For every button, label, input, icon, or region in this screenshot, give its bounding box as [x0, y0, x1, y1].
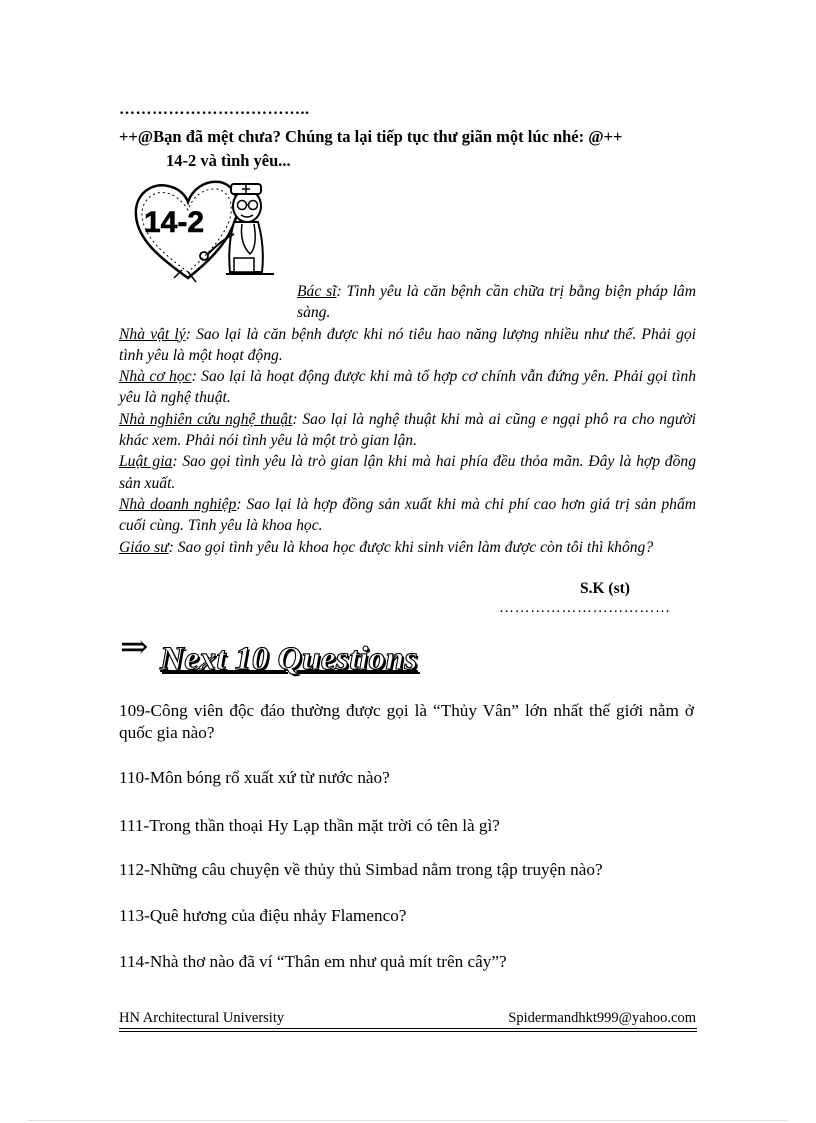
speaker-label: Nhà nghiên cứu nghệ thuật: [119, 410, 293, 428]
dialog-line-physicist: [119, 324, 696, 367]
bottom-dotted-separator: ……………………………: [499, 600, 671, 616]
dialog-text: : Tình yêu là căn bệnh cần chữa trị bằng biện pháp lâm sàng.: [297, 283, 696, 322]
footer-rule: [119, 1028, 697, 1029]
question-item: 113-Quê hương của điệu nhảy Flamenco?: [119, 906, 407, 925]
dialog-line-mechanic: [119, 366, 696, 409]
speaker-label: Nhà doanh nghiệp: [119, 495, 237, 513]
valentine-doctor-clipart: [130, 174, 280, 286]
dialog-text: : Sao gọi tình yêu là trò gian lận khi mà hai phía đều thỏa mãn. Đây là hợp đồng sản xuất.: [119, 453, 696, 492]
relax-heading: ++@Bạn đã mệt chưa? Chúng ta lại tiếp tục thư giãn một lúc nhé: @++: [119, 127, 623, 146]
question-item: 111-Trong thần thoại Hy Lạp thần mặt trời có tên là gì?: [119, 816, 500, 835]
dialog-line-lawyer: [119, 451, 696, 494]
author-signature: S.K (st): [580, 580, 630, 597]
dialog-text: : Sao gọi tình yêu là khoa học được khi sinh viên làm được còn tôi thì không?: [168, 538, 654, 556]
question-item: 110-Môn bóng rổ xuất xứ từ nước nào?: [119, 768, 390, 787]
dialog-text: : Sao lại là hoạt động được khi mà tổ hợp cơ chính vẫn đứng yên. Phải gọi tình yêu là nghệ thuật.: [119, 368, 696, 407]
question-item: 112-Những câu chuyện về thủy thủ Simbad nằm trong tập truyện nào?: [119, 860, 603, 879]
dialog-line-art-researcher: [119, 409, 696, 452]
clipart-date-text: 14-2: [144, 206, 205, 239]
dialog-text: : Sao lại là nghệ thuật khi mà ai cũng e ngại phô ra cho người khác xem. Phải nói tình yêu là một trò gian lận.: [119, 410, 696, 450]
dialog-text: : Sao lại là hợp đồng sản xuất khi mà chi phí cao hơn giá trị sản phẩm cuối cùng. Tình yêu là khoa học.: [119, 495, 697, 535]
top-dotted-separator: ……………………………..: [119, 101, 310, 118]
speaker-label: Nhà vật lý: [119, 325, 186, 343]
right-arrow-icon: ⇒: [120, 629, 149, 666]
speaker-label: Bác sĩ: [297, 283, 337, 300]
page-edge: [28, 1120, 788, 1121]
speaker-label: Nhà cơ học: [119, 368, 192, 386]
speaker-label: Giáo sư: [119, 538, 169, 556]
footer-rule: [119, 1031, 697, 1032]
dialog-line-businessman: [119, 494, 696, 537]
question-item: 109-Công viên độc đáo thường được gọi là “Thủy Vân” lớn nhất thế giới nằm ở quốc gia nào?: [119, 701, 694, 742]
footer-email: Spidermandhkt999@yahoo.com: [508, 1010, 696, 1026]
dialog-line-doctor: [119, 281, 696, 324]
speaker-label: Luật gia: [119, 453, 173, 471]
footer-university: HN Architectural University: [119, 1010, 285, 1026]
question-item: 114-Nhà thơ nào đã ví “Thân em như quả mít trên cây”?: [119, 952, 507, 971]
section-title: Next 10 Questions: [160, 641, 418, 677]
doctor-dialog-paragraph: [119, 281, 696, 558]
valentine-subheading: 14-2 và tình yêu...: [166, 151, 291, 170]
dialog-line-professor: [119, 537, 696, 558]
dialog-text: : Sao lại là căn bệnh được khi nó tiêu hao năng lượng nhiều như thế. Phải gọi tình yêu là một hoạt động.: [119, 325, 696, 364]
